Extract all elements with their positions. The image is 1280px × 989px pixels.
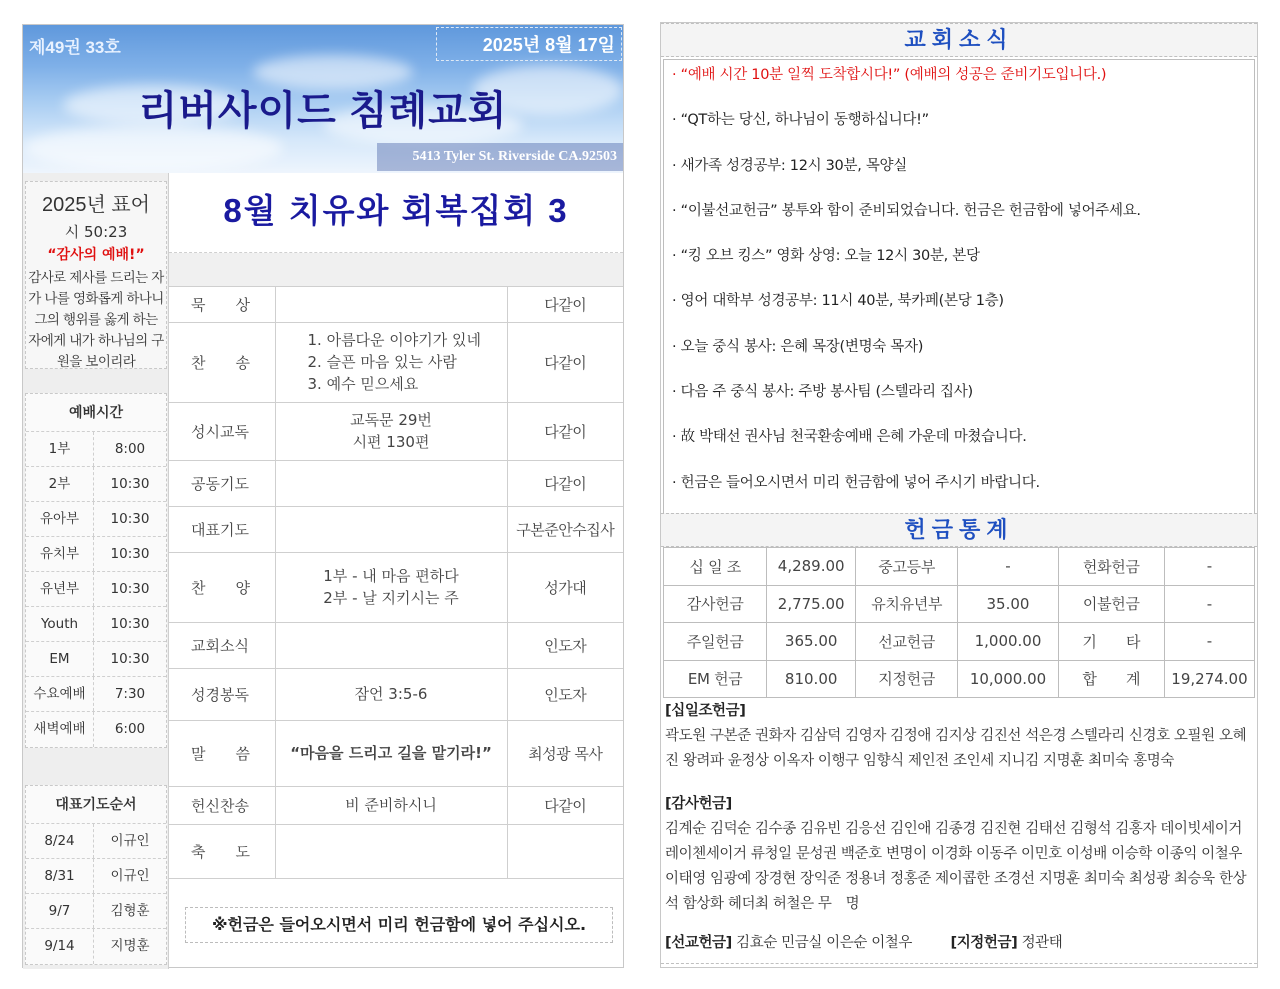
offering-label: 지정헌금 — [856, 660, 958, 698]
designated-names: 정관태 — [1021, 935, 1063, 951]
service-item-name: 축 도 — [169, 824, 275, 878]
offering-value: - — [1164, 623, 1254, 661]
service-item-name: 찬 송 — [169, 322, 275, 402]
offering-value: 2,775.00 — [767, 585, 856, 623]
service-item-content — [275, 506, 507, 552]
offering-row — [664, 623, 1255, 661]
service-item-content — [275, 552, 507, 622]
church-address: 5413 Tyler St. Riverside CA.92503 — [412, 149, 617, 164]
offering-table — [663, 547, 1255, 698]
tithe-title: [십일조헌금] — [665, 703, 746, 719]
offering-label: 기 타 — [1058, 623, 1164, 661]
worship-time-value: 10:30 — [110, 581, 150, 597]
mission-title: [선교헌금] — [665, 935, 732, 951]
news-heading: 교회소식 — [661, 23, 1257, 57]
service-item-content — [275, 322, 507, 402]
service-content-line: “마음을 드리고 길을 맡기라!” — [290, 744, 492, 762]
offering-value: - — [1164, 548, 1254, 586]
offering-value: 10,000.00 — [958, 660, 1058, 698]
prayer-order-row — [26, 929, 166, 964]
offering-value: - — [1164, 585, 1254, 623]
prayer-date: 8/24 — [26, 824, 94, 858]
offering-label: 감사헌금 — [664, 585, 767, 623]
offering-notice: ※헌금은 들어오시면서 미리 헌금함에 넣어 주십시오. — [185, 907, 613, 943]
service-item-leader: 인도자 — [507, 668, 623, 720]
worship-time-value: 10:30 — [110, 476, 150, 492]
service-item-name: 성경봉독 — [169, 668, 275, 720]
service-order-row — [169, 668, 623, 720]
prayer-order-row — [26, 894, 166, 929]
worship-time-row — [26, 467, 166, 502]
prayer-order-row — [26, 859, 166, 894]
prayer-order-title: 대표기도순서 — [26, 786, 166, 824]
worship-time-row — [26, 607, 166, 642]
offering-value: 4,289.00 — [767, 548, 856, 586]
page-bottom-rule — [661, 963, 1257, 964]
service-content-line: 1. 아름다운 이야기가 있네 — [307, 331, 482, 349]
verse-title: 2025년 표어 — [41, 194, 150, 216]
worship-time-value: 8:00 — [114, 441, 146, 457]
news-item: · 오늘 중식 봉사: 은혜 목장(변명숙 목자) — [672, 338, 924, 355]
worship-time-value: 6:00 — [114, 721, 146, 737]
offering-label: 헌화헌금 — [1058, 548, 1164, 586]
service-order-row — [169, 824, 623, 878]
worship-time-name: 유치부 — [26, 537, 94, 571]
worship-time-row — [26, 677, 166, 712]
worship-times-title: 예배시간 — [26, 394, 166, 432]
service-order-row — [169, 322, 623, 402]
service-item-leader: 다같이 — [507, 460, 623, 506]
offering-label: 중고등부 — [856, 548, 958, 586]
thanks-title: [감사헌금] — [665, 796, 732, 812]
worship-time-value: 10:30 — [110, 546, 150, 562]
prayer-order-table — [25, 785, 167, 965]
service-item-content — [275, 287, 507, 322]
mission-designated-line — [665, 931, 1253, 956]
bulletin-header — [23, 25, 623, 173]
worship-time-name: EM — [26, 642, 94, 676]
service-order-row — [169, 552, 623, 622]
service-item-name: 말 씀 — [169, 720, 275, 786]
worship-time-row — [26, 642, 166, 677]
order-of-service-table — [169, 287, 623, 879]
service-order-row — [169, 287, 623, 322]
offering-heading: 헌금통계 — [661, 513, 1257, 547]
worship-time-name: 2부 — [26, 467, 94, 501]
service-order-row — [169, 786, 623, 824]
worship-time-value: 10:30 — [110, 651, 150, 667]
service-content-line: 2부 - 날 지키시는 주 — [323, 589, 459, 607]
worship-times-table — [25, 393, 167, 748]
offering-value: 365.00 — [767, 623, 856, 661]
sidebar — [23, 173, 169, 969]
news-item: · “예배 시간 10분 일찍 도착합시다!” (예배의 성공은 준비기도입니다.) — [672, 67, 1107, 83]
worship-time-name: 유년부 — [26, 572, 94, 606]
service-item-leader: 구본준안수집사 — [507, 506, 623, 552]
service-order-row — [169, 720, 623, 786]
worship-time-row — [26, 432, 166, 467]
service-item-leader: 성가대 — [507, 552, 623, 622]
service-item-content — [275, 622, 507, 668]
bulletin-date: 2025년 8월 17일 — [482, 35, 615, 55]
bulletin-front-page — [22, 24, 624, 968]
service-item-leader — [507, 824, 623, 878]
mission-names: 김효순 민금실 이은순 이철우 — [736, 935, 913, 951]
service-item-leader: 다같이 — [507, 402, 623, 460]
service-content-line: 시편 130편 — [352, 433, 430, 451]
thanks-names: 김계순 김덕순 김수종 김유빈 김응선 김인애 김종경 김진현 김태선 김형석 김홍자 데이빗세이거 레이첸세이거 류청일 문성권 백준호 변명이 이경화 이동주 이민호 이성배 이승학 이종익 이철우 이태영 임광예 장경현 장익준 정용녀 정홍준 제이콥한 조경선 지명훈 최미숙 최성광 최승욱 한상석 함상화 헤더최 허철은 무 명 — [665, 821, 1247, 912]
news-item: · “이불선교헌금” 봉투와 함이 준비되었습니다. 헌금은 헌금함에 넣어주세요. — [672, 202, 1141, 219]
service-order-section — [169, 173, 623, 969]
offering-value: 810.00 — [767, 660, 856, 698]
prayer-date: 9/7 — [26, 894, 94, 928]
offering-row — [664, 660, 1255, 698]
worship-time-value: 7:30 — [114, 686, 146, 702]
service-order-row — [169, 506, 623, 552]
yearly-verse-box — [25, 181, 167, 369]
worship-time-row — [26, 537, 166, 572]
service-item-name: 성시교독 — [169, 402, 275, 460]
news-item: · “킹 오브 킹스” 영화 상영: 오늘 12시 30분, 본당 — [672, 248, 980, 265]
offering-label: 합 계 — [1058, 660, 1164, 698]
offering-label: 선교헌금 — [856, 623, 958, 661]
service-content-line: 잠언 3:5-6 — [354, 685, 428, 703]
service-item-content — [275, 720, 507, 786]
offering-row — [664, 585, 1255, 623]
offering-value: - — [958, 548, 1058, 586]
service-item-leader: 인도자 — [507, 622, 623, 668]
service-order-row — [169, 402, 623, 460]
volume-number: 제49권 33호 — [29, 38, 121, 57]
news-item: · 故 박태선 권사님 천국환송예배 은혜 가운데 마쳤습니다. — [672, 429, 1027, 446]
news-item: · 다음 주 중식 봉사: 주방 봉사팀 (스텔라리 집사) — [672, 384, 973, 401]
offering-label: EM 헌금 — [664, 660, 767, 698]
worship-time-row — [26, 712, 166, 747]
service-content-line: 2. 슬픈 마음 있는 사람 — [307, 353, 457, 371]
news-list — [663, 59, 1255, 515]
prayer-date: 8/31 — [26, 859, 94, 893]
prayer-leader: 이규인 — [110, 868, 150, 884]
service-item-name: 교회소식 — [169, 622, 275, 668]
service-item-leader: 다같이 — [507, 786, 623, 824]
offering-label: 주일헌금 — [664, 623, 767, 661]
service-item-leader: 다같이 — [507, 322, 623, 402]
prayer-order-rows — [26, 824, 166, 964]
offering-value: 19,274.00 — [1164, 660, 1254, 698]
news-item: · 새가족 성경공부: 12시 30분, 목양실 — [672, 157, 907, 174]
theme-divider — [169, 253, 623, 287]
service-item-name: 묵 상 — [169, 287, 275, 322]
worship-time-row — [26, 572, 166, 607]
offering-label: 십 일 조 — [664, 548, 767, 586]
worship-time-name: Youth — [26, 607, 94, 641]
verse-text: 감사로 제사를 드리는 자가 나를 영화롭게 하나니 그의 행위를 옳게 하는 자에게 내가 하나님의 구원을 보이리라 — [28, 270, 164, 370]
service-item-content — [275, 668, 507, 720]
worship-time-name: 새벽예배 — [26, 712, 94, 747]
designated-title: [지정헌금] — [950, 935, 1018, 951]
service-item-name: 찬 양 — [169, 552, 275, 622]
service-item-leader: 다같이 — [507, 287, 623, 322]
worship-time-name: 1부 — [26, 432, 94, 466]
service-item-name: 공동기도 — [169, 460, 275, 506]
service-theme: 8월 치유와 회복집회 3 — [169, 173, 623, 253]
tithe-names: 곽도원 구본준 권화자 김삼덕 김영자 김정애 김지상 김진선 석은경 스텔라리 신경호 오필원 오혜진 왕려파 윤정상 이옥자 이행구 임향식 제인전 조인세 지니김 지명훈 최미숙 홍명숙 — [665, 728, 1247, 769]
service-content-line: 3. 예수 믿으세요 — [307, 375, 419, 393]
worship-time-name: 유아부 — [26, 502, 94, 536]
donor-names-section — [665, 699, 1253, 956]
service-content-line: 비 준비하시니 — [345, 796, 437, 814]
offering-value: 35.00 — [958, 585, 1058, 623]
news-item: · 헌금은 들어오시면서 미리 헌금함에 넣어 주시기 바랍니다. — [672, 474, 1040, 491]
verse-reference: 시 50:23 — [64, 223, 128, 241]
worship-time-row — [26, 502, 166, 537]
service-item-name: 헌신찬송 — [169, 786, 275, 824]
worship-time-value: 10:30 — [110, 616, 150, 632]
service-content-line: 1부 - 내 마음 편하다 — [323, 567, 459, 585]
offering-row — [664, 548, 1255, 586]
service-order-row — [169, 622, 623, 668]
prayer-leader: 김형훈 — [110, 903, 150, 919]
offering-label: 이불헌금 — [1058, 585, 1164, 623]
service-item-name: 대표기도 — [169, 506, 275, 552]
offering-label: 유치유년부 — [856, 585, 958, 623]
service-item-content — [275, 786, 507, 824]
news-item: · “QT하는 당신, 하나님이 동행하십니다!” — [672, 112, 929, 129]
news-item: · 영어 대학부 성경공부: 11시 40분, 북카페(본당 1층) — [672, 293, 1004, 310]
church-name: 리버사이드 침례교회 — [138, 89, 508, 133]
verse-quote: “감사의 예배!” — [47, 247, 145, 263]
service-item-leader: 최성광 목사 — [507, 720, 623, 786]
worship-times-rows — [26, 432, 166, 747]
prayer-order-row — [26, 824, 166, 859]
service-item-content — [275, 824, 507, 878]
prayer-leader: 지명훈 — [110, 938, 150, 954]
offering-value: 1,000.00 — [958, 623, 1058, 661]
worship-time-value: 10:30 — [110, 511, 150, 527]
bulletin-news-page — [660, 22, 1258, 968]
service-order-row — [169, 460, 623, 506]
prayer-leader: 이규인 — [110, 833, 150, 849]
service-content-line: 교독문 29번 — [350, 411, 432, 429]
worship-time-name: 수요예배 — [26, 677, 94, 711]
service-item-content — [275, 402, 507, 460]
prayer-date: 9/14 — [26, 929, 94, 964]
service-item-content — [275, 460, 507, 506]
